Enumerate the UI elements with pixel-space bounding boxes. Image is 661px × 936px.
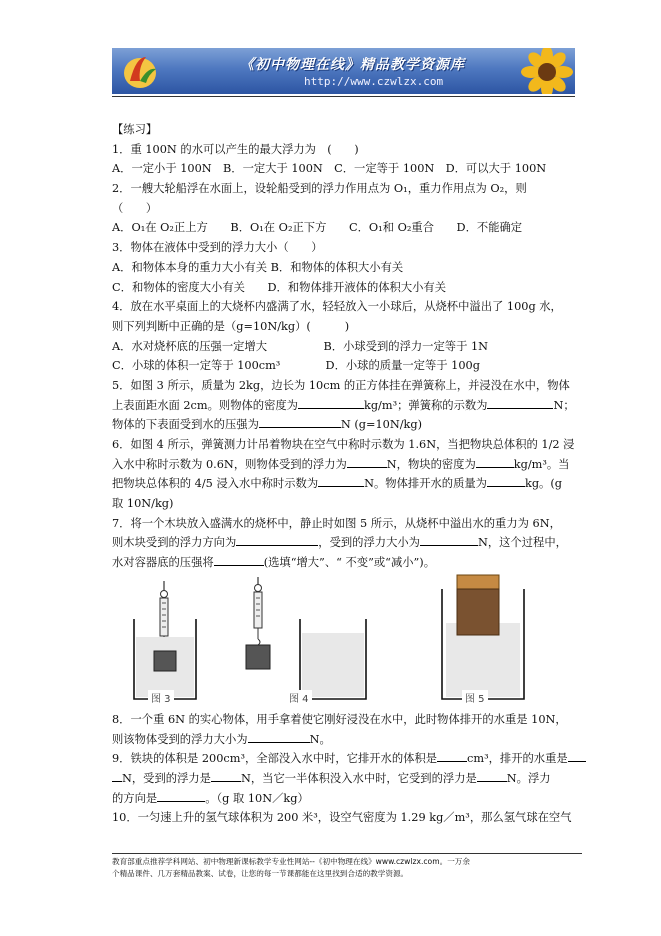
q2-options: A．O₁在 O₂正上方 B．O₁在 O₂正下方 C．O₁和 O₂重合 D．不能确定 xyxy=(112,221,523,235)
q2-paren: （ ） xyxy=(112,201,158,215)
q7-line-2 xyxy=(112,533,582,553)
q6-line-4: 取 10N/kg) xyxy=(112,497,174,511)
figure-3-caption: 图 3 xyxy=(148,690,174,710)
q9-text: N。浮力 xyxy=(506,771,551,785)
banner-title: 《初中物理在线》精品教学资源库 xyxy=(240,57,465,73)
q6-text: 把物块总体积的 4/5 浸入水中称时示数为 xyxy=(112,477,319,491)
q9-line-3 xyxy=(112,789,582,809)
answer-blank xyxy=(318,474,364,487)
q6-line-1: 6．如图 4 所示，弹簧测力计吊着物块在空气中称时示数为 1.6N，当把物块总体积的 1/2 浸 xyxy=(112,438,575,451)
q6-text: kg/m³。当 xyxy=(513,457,570,471)
q9-line-2 xyxy=(112,769,582,789)
section-title: 【练习】 xyxy=(112,123,158,136)
q4-stem-2: 则下列判断中正确的是（g=10N/kg）( ) xyxy=(112,319,350,333)
answer-blank xyxy=(259,415,341,428)
q5-line-3 xyxy=(112,415,582,435)
q2-stem: 2．一艘大轮船浮在水面上，设轮船受到的浮力作用点为 O₁，重力作用点为 O₂，则 xyxy=(112,182,527,196)
q7-text: (选填“增大”、“ 不变”或“减小”)。 xyxy=(263,556,436,570)
q3-options-ab: A．和物体本身的重力大小有关 B．和物体的体积大小有关 xyxy=(112,260,404,274)
q6-text: kg。(g xyxy=(524,477,562,491)
answer-blank xyxy=(487,474,525,487)
answer-blank xyxy=(298,396,364,409)
figure-5-caption: 图 5 xyxy=(462,690,488,710)
figure-3 xyxy=(134,581,196,699)
q9-text: cm³，排开的水重是 xyxy=(467,752,568,766)
footer-line-2: 个精品课件、几万套精品教案、试卷，让您的每一节课都能在这里找到合适的教学资源。 xyxy=(112,869,409,878)
q6-line-3 xyxy=(112,474,582,494)
q6-text: 入水中称时示数为 0.6N，则物体受到的浮力为 xyxy=(112,457,347,471)
q5-line-2 xyxy=(112,396,582,416)
answer-blank xyxy=(112,769,122,782)
figures-row xyxy=(112,573,582,706)
q5-text: 物体的下表面受到水的压强为 xyxy=(112,418,259,432)
q8-line-1: 8．一个重 6N 的实心物体，用手拿着使它刚好浸没在水中，此时物体排开的水重是 10N， xyxy=(112,712,567,726)
q4-options-ab: A．水对烧杯底的压强一定增大 B．小球受到的浮力一定等于 1N xyxy=(112,339,489,353)
q9-text: N，当它一半体积没入水中时，它受到的浮力是 xyxy=(240,771,477,785)
q1-stem: 1．重 100N 的水可以产生的最大浮力为 ( ) xyxy=(112,142,359,156)
q4-stem-1: 4．放在水平桌面上的大烧杯内盛满了水，轻轻放入一小球后，从烧杯中溢出了 100g 水， xyxy=(112,300,562,314)
site-logo-icon xyxy=(120,51,160,91)
answer-blank xyxy=(214,553,264,566)
q9-text: 的方向是 xyxy=(112,791,158,805)
q8-text: N。 xyxy=(309,732,331,746)
q6-text: N，物块的密度为 xyxy=(386,457,476,471)
answer-blank xyxy=(477,769,507,782)
banner-url[interactable]: http://www.czwlzx.com xyxy=(304,75,444,88)
q6-line-2 xyxy=(112,455,582,475)
q7-text: ，受到的浮力大小为 xyxy=(318,536,420,550)
q7-text: 水对容器底的压强将 xyxy=(112,556,214,570)
header-banner xyxy=(112,48,575,94)
answer-blank xyxy=(211,769,241,782)
q9-text: 9．铁块的体积是 200cm³，全部没入水中时，它排开水的体积是 xyxy=(112,752,438,766)
figure-4 xyxy=(246,577,366,699)
q7-line-3 xyxy=(112,553,582,573)
figures-drawing xyxy=(112,573,582,706)
q10-line-1: 10．一匀速上升的氢气球体积为 200 米³，设空气密度为 1.29 kg／m³，那么氢气球在空气 xyxy=(112,811,572,825)
answer-blank xyxy=(476,455,514,468)
q3-stem: 3．物体在液体中受到的浮力大小（ ） xyxy=(112,241,323,255)
q5-text: N； xyxy=(553,398,575,412)
q5-text: 上表面距水面 2cm。则物体的密度为 xyxy=(112,398,298,412)
q9-text: N，受到的浮力是 xyxy=(122,771,211,785)
q7-text: N，这个过程中， xyxy=(477,536,567,550)
q4-options-cd: C．小球的体积一定等于 100cm³ D．小球的质量一定等于 100g xyxy=(112,359,480,373)
q5-line-1: 5．如图 3 所示，质量为 2kg，边长为 10cm 的正方体挂在弹簧称上，并浸没在水中，物体 xyxy=(112,378,570,392)
sunflower-icon xyxy=(513,48,573,94)
figure-4-caption: 图 4 xyxy=(286,690,312,710)
answer-blank xyxy=(157,789,205,802)
q8-line-2 xyxy=(112,730,582,750)
q8-text: 则该物体受到的浮力大小为 xyxy=(112,732,248,746)
footer-line-1: 教育部重点推荐学科网站、初中物理新课标教学专业性网站--《初中物理在线》www.czwlzx.com。一万余 xyxy=(112,857,470,866)
answer-blank xyxy=(568,749,586,762)
q1-options: A．一定小于 100N B．一定大于 100N C．一定等于 100N D．可以大于 100N xyxy=(112,162,547,176)
q6-text: N。物体排开水的质量为 xyxy=(364,477,487,491)
q3-options-cd: C．和物体的密度大小有关 D．和物体排开液体的体积大小有关 xyxy=(112,280,447,294)
q5-text: kg/m³；弹簧称的示数为 xyxy=(363,398,488,412)
answer-blank xyxy=(236,533,318,546)
answer-blank xyxy=(248,730,310,743)
q9-text: 。（g 取 10N／kg） xyxy=(205,791,309,805)
answer-blank xyxy=(347,455,387,468)
q9-line-1 xyxy=(112,749,582,769)
answer-blank xyxy=(437,749,467,762)
q7-text: 则木块受到的浮力方向为 xyxy=(112,536,237,550)
header-rule xyxy=(112,96,575,97)
answer-blank xyxy=(487,396,553,409)
q7-line-1: 7．将一个木块放入盛满水的烧杯中，静止时如图 5 所示，从烧杯中溢出水的重力为 6N， xyxy=(112,516,561,530)
answer-blank xyxy=(420,533,478,546)
figure-5 xyxy=(442,575,524,699)
page-footer xyxy=(112,853,582,880)
q5-text: N (g=10N/kg) xyxy=(340,418,423,432)
exercise-content xyxy=(112,120,582,828)
